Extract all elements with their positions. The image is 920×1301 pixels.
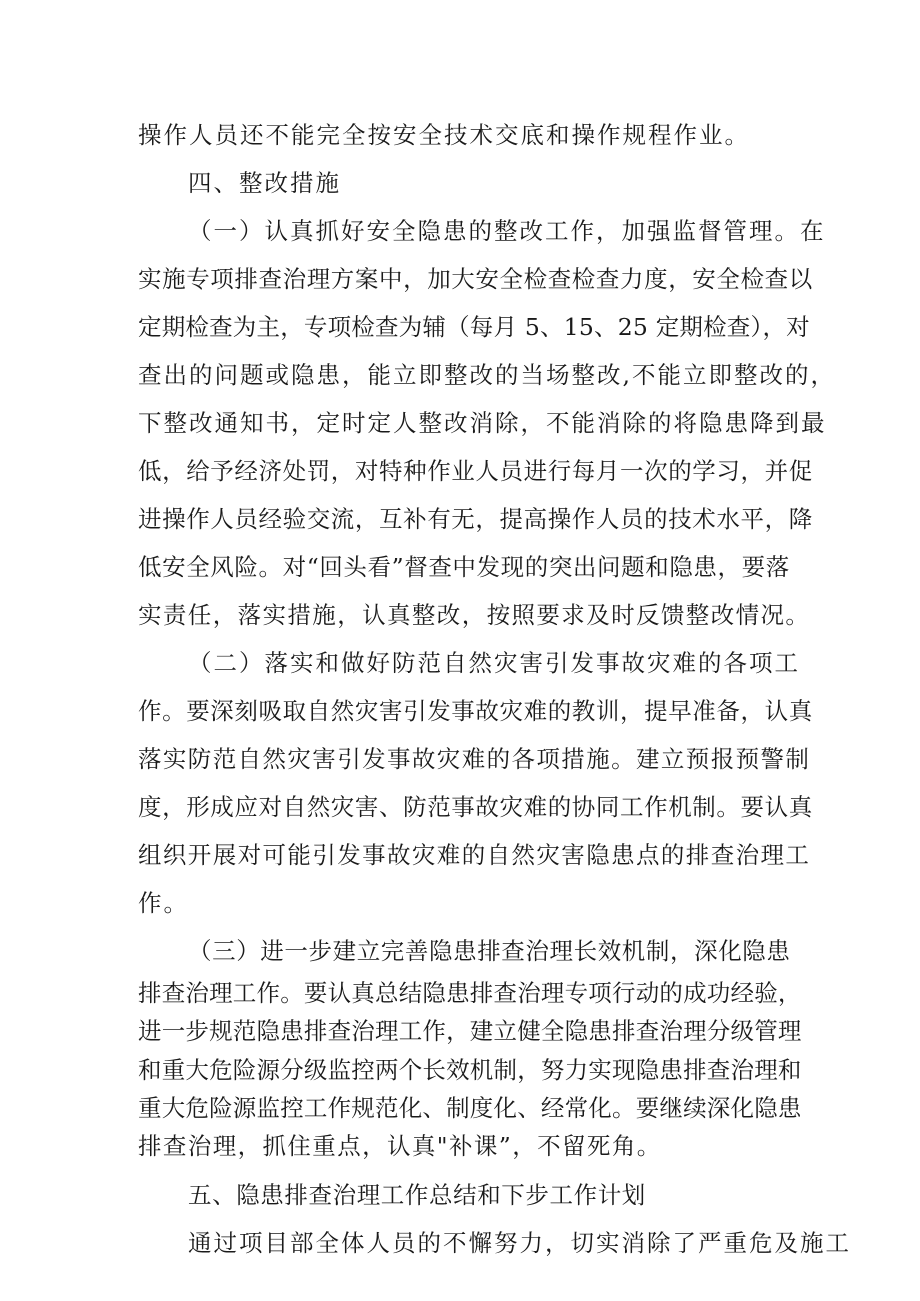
text-line: 排查治理，抓住重点，认真"补课”，不留死角。 xyxy=(138,1132,662,1160)
text-line: 进一步规范隐患排查治理工作，建立健全隐患排查治理分级管理 xyxy=(138,1017,802,1045)
text-line: 低，给予经济处罚，对特种作业人员进行每月一次的学习，并促 xyxy=(138,457,813,485)
text-line: （二）落实和做好防范自然灾害引发事故灾难的各项工 xyxy=(188,649,800,677)
section-heading: 四、整改措施 xyxy=(188,169,341,197)
text-line: 和重大危险源分级监控两个长效机制，努力实现隐患排查治理和 xyxy=(138,1056,802,1084)
text-line: 排查治理工作。要认真总结隐患排查治理专项行动的成功经验， xyxy=(138,979,802,1007)
text-line: （三）进一步建立完善隐患排查治理长效机制，深化隐患 xyxy=(188,937,791,965)
text-line: 进操作人员经验交流，互补有无，提高操作人员的技术水平，降 xyxy=(138,505,813,533)
text-line: 通过项目部全体人员的不懈努力，切实消除了严重危及施工 xyxy=(188,1229,851,1257)
section-heading: 五、隐患排查治理工作总结和下步工作计划 xyxy=(188,1181,646,1209)
text-line: 组织开展对可能引发事故灾难的自然灾害隐患点的排查治理工 xyxy=(138,841,811,869)
text-line: 下整改通知书，定时定人整改消除，不能消除的将隐患降到最 xyxy=(138,409,827,437)
text-line: （一）认真抓好安全隐患的整改工作，加强监督管理。在 xyxy=(188,217,826,245)
text-line: 重大危险源监控工作规范化、制度化、经常化。要继续深化隐患 xyxy=(138,1094,802,1122)
text-line: 定期检查为主，专项检查为辅（每月 5、15、25 定期检查），对 xyxy=(138,313,810,341)
text-line: 操作人员还不能完全按安全技术交底和操作规程作业。 xyxy=(138,121,750,149)
text-line: 作。 xyxy=(138,889,189,917)
text-line: 实施专项排查治理方案中，加大安全检查检查力度，安全检查以 xyxy=(138,265,813,293)
text-line: 查出的问题或隐患，能立即整改的当场整改,不能立即整改的， xyxy=(138,361,836,389)
text-line: 度，形成应对自然灾害、防范事故灾难的协同工作机制。要认真 xyxy=(138,793,813,821)
text-line: 作。要深刻吸取自然灾害引发事故灾难的教训，提早准备，认真 xyxy=(138,697,813,725)
text-line: 实责任，落实措施，认真整改，按照要求及时反馈整改情况。 xyxy=(138,601,811,629)
text-line: 低安全风险。对“回头看”督查中发现的突出问题和隐患，要落 xyxy=(138,553,790,581)
text-line: 落实防范自然灾害引发事故灾难的各项措施。建立预报预警制 xyxy=(138,745,811,773)
